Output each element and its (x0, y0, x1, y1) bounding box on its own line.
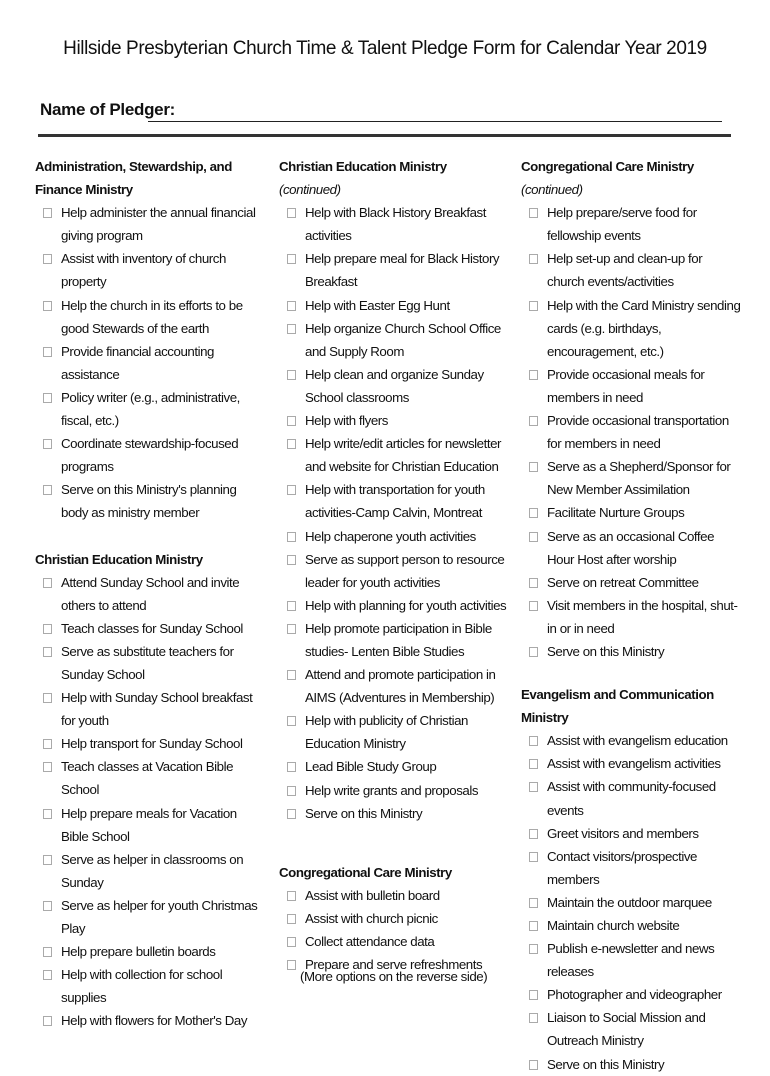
checkbox[interactable] (43, 855, 52, 865)
checkbox[interactable] (529, 921, 538, 931)
ministry-section (521, 155, 741, 663)
option-label: Publish e-newsletter and news releases (547, 941, 715, 980)
checkbox[interactable] (287, 670, 296, 680)
option-label: Help chaperone youth activities (305, 528, 476, 544)
option-label: Provide financial accounting assistance (61, 343, 214, 382)
checkbox[interactable] (529, 736, 538, 746)
section-title-text: Congregational Care Ministry (279, 864, 452, 880)
option-label: Provide occasional transportation for members in need (547, 413, 729, 452)
checkbox[interactable] (529, 254, 538, 264)
pledge-option[interactable] (35, 640, 260, 686)
pledge-option[interactable] (279, 663, 509, 709)
pledge-option[interactable] (521, 891, 741, 914)
option-label: Serve as an occasional Coffee Hour Host after worship (547, 528, 715, 567)
pledge-option[interactable] (35, 294, 260, 340)
checkbox[interactable] (529, 944, 538, 954)
column-3 (521, 155, 741, 1076)
pledge-option[interactable] (35, 571, 260, 617)
option-label: Attend and promote participation in AIMS (Adventures in Membership) (305, 667, 496, 706)
checkbox[interactable] (43, 1016, 52, 1026)
pledge-option[interactable] (279, 317, 509, 363)
checkbox[interactable] (287, 439, 296, 449)
checkbox[interactable] (529, 601, 538, 611)
pledge-option[interactable] (279, 247, 509, 293)
option-label: Help with planning for youth activities (305, 597, 507, 613)
pledge-option[interactable] (35, 686, 260, 732)
pledge-option[interactable] (35, 894, 260, 940)
checkbox[interactable] (287, 301, 296, 311)
checkbox[interactable] (43, 208, 52, 218)
ministry-section (35, 155, 260, 525)
option-label: Assist with church picnic (305, 910, 438, 926)
column-2 (279, 155, 509, 976)
section-title (279, 155, 509, 201)
checkbox[interactable] (287, 485, 296, 495)
option-label: Help with Sunday School breakfast for youth (61, 690, 253, 729)
option-label: Help prepare bulletin boards (61, 944, 216, 960)
checkbox[interactable] (287, 786, 296, 796)
checkbox[interactable] (287, 254, 296, 264)
pledge-option[interactable] (35, 617, 260, 640)
option-label: Help with Easter Egg Hunt (305, 297, 450, 313)
checkbox[interactable] (529, 852, 538, 862)
pledge-option[interactable] (521, 363, 741, 409)
option-label: Help write grants and proposals (305, 782, 479, 798)
checkbox[interactable] (287, 324, 296, 334)
pledge-option[interactable] (35, 848, 260, 894)
checkbox[interactable] (287, 891, 296, 901)
option-label: Liaison to Social Mission and Outreach Ministry (547, 1010, 706, 1049)
pledge-option[interactable] (35, 478, 260, 524)
option-label: Provide occasional meals for members in need (547, 366, 705, 405)
pledge-option[interactable] (521, 409, 741, 455)
option-label: Help with flowers for Mother's Day (61, 1013, 248, 1029)
pledge-option[interactable] (279, 432, 509, 478)
pledge-option[interactable] (35, 940, 260, 963)
section-title-text: Christian Education Ministry (279, 159, 447, 174)
checkbox[interactable] (287, 809, 296, 819)
pledge-option[interactable] (521, 1006, 741, 1052)
checkbox[interactable] (529, 208, 538, 218)
option-label: Serve on this Ministry (547, 1056, 665, 1072)
checkbox[interactable] (287, 960, 296, 970)
option-label: Help promote participation in Bible studies- Lenten Bible Studies (305, 620, 492, 659)
section-title (279, 861, 509, 884)
option-label: Assist with evangelism activities (547, 756, 721, 772)
pledge-option[interactable] (521, 247, 741, 293)
pledge-option[interactable] (35, 963, 260, 1009)
checkbox[interactable] (529, 301, 538, 311)
option-label: Serve as support person to resource leader for youth activities (305, 551, 505, 590)
option-label: Help administer the annual financial giving program (61, 205, 256, 244)
pledge-option[interactable] (521, 1053, 741, 1076)
section-title (35, 155, 260, 201)
pledge-option[interactable] (279, 709, 509, 755)
option-label: Help set-up and clean-up for church events/activities (547, 251, 703, 290)
checkbox[interactable] (529, 1060, 538, 1070)
option-label: Assist with evangelism education (547, 733, 728, 749)
checkbox[interactable] (287, 624, 296, 634)
checkbox[interactable] (43, 347, 52, 357)
option-label: Photographer and videographer (547, 987, 722, 1003)
pledge-option[interactable] (279, 779, 509, 802)
section-title-text: Christian Education Ministry (35, 551, 203, 567)
option-label: Help clean and organize Sunday School classrooms (305, 366, 484, 405)
option-label: Help the church in its efforts to be good Stewards of the earth (61, 297, 243, 336)
section-title (521, 155, 741, 201)
pledge-option[interactable] (521, 822, 741, 845)
pledge-option[interactable] (279, 755, 509, 778)
option-label: Help with transportation for youth activities-Camp Calvin, Montreat (305, 482, 485, 521)
pledge-option[interactable] (279, 548, 509, 594)
pledge-option[interactable] (521, 729, 741, 752)
pledge-option[interactable] (279, 802, 509, 825)
checkbox[interactable] (529, 578, 538, 588)
checkbox[interactable] (43, 693, 52, 703)
option-label: Help prepare/serve food for fellowship events (547, 205, 697, 244)
pledge-option[interactable] (35, 1009, 260, 1032)
pledge-option[interactable] (521, 525, 741, 571)
option-label: Help prepare meal for Black History Breakfast (305, 251, 500, 290)
pledge-option[interactable] (279, 525, 509, 548)
checkbox[interactable] (529, 532, 538, 542)
ministry-section (279, 155, 509, 825)
pledge-option[interactable] (35, 732, 260, 755)
option-label: Serve on retreat Committee (547, 574, 699, 590)
option-label: Assist with community-focused events (547, 779, 716, 818)
option-list (35, 201, 260, 524)
pledge-option[interactable] (279, 617, 509, 663)
pledge-option[interactable] (279, 478, 509, 524)
pledge-option[interactable] (521, 201, 741, 247)
checkbox[interactable] (287, 937, 296, 947)
pledge-option[interactable] (35, 247, 260, 293)
option-list (279, 201, 509, 825)
option-label: Serve on this Ministry's planning body as ministry member (61, 482, 237, 521)
pledge-option[interactable] (521, 594, 741, 640)
pledge-option[interactable] (521, 775, 741, 821)
checkbox[interactable] (529, 990, 538, 1000)
checkbox[interactable] (529, 462, 538, 472)
checkbox[interactable] (287, 762, 296, 772)
pledge-option[interactable] (35, 386, 260, 432)
checkbox[interactable] (43, 578, 52, 588)
option-label: Collect attendance data (305, 934, 435, 949)
checkbox[interactable] (529, 508, 538, 518)
pledge-option[interactable] (35, 755, 260, 801)
option-label: Maintain church website (547, 918, 680, 933)
pledge-option[interactable] (521, 640, 741, 663)
option-label: Teach classes at Vacation Bible School (61, 759, 234, 798)
checkbox[interactable] (43, 439, 52, 449)
column-1 (35, 155, 260, 1032)
checkbox[interactable] (287, 716, 296, 726)
option-label: Contact visitors/prospective members (547, 848, 697, 887)
checkbox[interactable] (287, 370, 296, 380)
pledger-label: Name of Pledger: (40, 100, 176, 119)
pledge-option[interactable] (279, 201, 509, 247)
option-label: Maintain the outdoor marquee (547, 894, 712, 910)
option-label: Help with publicity of Christian Education Ministry (305, 713, 468, 752)
pledge-option[interactable] (35, 802, 260, 848)
section-title-text: Congregational Care Ministry (521, 159, 694, 174)
option-label: Help prepare meals for Vacation Bible School (61, 805, 237, 844)
pledge-option[interactable] (279, 409, 509, 432)
option-label: Serve on this Ministry (547, 643, 665, 659)
pledge-option[interactable] (279, 294, 509, 317)
option-list (279, 884, 509, 976)
option-label: Coordinate stewardship-focused programs (61, 436, 239, 475)
option-label: Teach classes for Sunday School (61, 620, 243, 636)
section-title (35, 548, 260, 571)
option-list (35, 571, 260, 1033)
option-label: Facilitate Nurture Groups (547, 505, 685, 521)
checkbox[interactable] (529, 370, 538, 380)
checkbox[interactable] (287, 555, 296, 565)
header-divider (38, 134, 731, 137)
pledge-option[interactable] (521, 294, 741, 363)
pledge-option[interactable] (279, 930, 509, 953)
checkbox[interactable] (43, 809, 52, 819)
checkbox[interactable] (43, 647, 52, 657)
option-label: Help with collection for school supplies (61, 967, 223, 1006)
pledge-option[interactable] (35, 340, 260, 386)
ministry-section (521, 683, 741, 1076)
checkbox[interactable] (529, 759, 538, 769)
checkbox[interactable] (43, 947, 52, 957)
option-label: Serve as helper in classrooms on Sunday (61, 851, 244, 890)
checkbox[interactable] (287, 416, 296, 426)
checkbox[interactable] (287, 208, 296, 218)
option-label: Help organize Church School Office and Supply Room (305, 320, 501, 359)
option-label: Attend Sunday School and invite others to attend (61, 574, 240, 613)
pledge-option[interactable] (279, 594, 509, 617)
pledge-option[interactable] (35, 432, 260, 478)
section-title-suffix: (continued) (279, 182, 341, 198)
option-label: Help transport for Sunday School (61, 736, 243, 752)
checkbox[interactable] (529, 898, 538, 908)
checkbox[interactable] (287, 914, 296, 924)
checkbox[interactable] (43, 762, 52, 772)
pledge-option[interactable] (279, 907, 509, 930)
pledge-option[interactable] (521, 501, 741, 524)
ministry-section (279, 861, 509, 976)
pledge-option[interactable] (521, 455, 741, 501)
checkbox[interactable] (529, 782, 538, 792)
checkbox[interactable] (43, 485, 52, 495)
option-label: Serve on this Ministry (305, 805, 423, 821)
option-label: Help write/edit articles for newsletter and website for Christian Education (305, 436, 502, 475)
option-label: Serve as substitute teachers for Sunday School (61, 643, 234, 682)
section-title-suffix: (continued) (521, 182, 583, 198)
checkbox[interactable] (43, 739, 52, 749)
option-label: Assist with bulletin board (305, 887, 440, 903)
checkbox[interactable] (529, 1013, 538, 1023)
section-title-text: Evangelism and Communication Ministry (521, 687, 714, 726)
pledge-option[interactable] (521, 845, 741, 891)
option-label: Greet visitors and members (547, 825, 699, 841)
pledger-name-field[interactable] (148, 121, 722, 122)
checkbox[interactable] (43, 254, 52, 264)
option-label: Visit members in the hospital, shut-in or in need (547, 597, 738, 636)
checkbox[interactable] (43, 624, 52, 634)
option-label: Assist with inventory of church property (61, 251, 226, 290)
pledge-option[interactable] (279, 363, 509, 409)
option-label: Policy writer (e.g., administrative, fiscal, etc.) (61, 389, 240, 429)
checkbox[interactable] (529, 647, 538, 657)
checkbox[interactable] (43, 301, 52, 311)
checkbox[interactable] (287, 532, 296, 542)
pledge-option[interactable] (521, 937, 741, 983)
pledge-option[interactable] (35, 201, 260, 247)
section-title-text: Administration, Stewardship, and Finance Ministry (35, 159, 232, 198)
checkbox[interactable] (43, 970, 52, 980)
checkbox[interactable] (529, 829, 538, 839)
option-label: Serve as helper for youth Christmas Play (61, 897, 258, 936)
pledge-option[interactable] (521, 983, 741, 1006)
ministry-section (35, 548, 260, 1033)
option-label: Prepare and serve refreshments (305, 957, 483, 973)
pledge-option[interactable] (521, 571, 741, 594)
pledge-option[interactable] (521, 752, 741, 775)
pledge-option[interactable] (279, 884, 509, 907)
option-list (521, 201, 741, 663)
option-label: Help with flyers (305, 413, 388, 429)
option-label: Serve as a Shepherd/Sponsor for New Member Assimilation (547, 459, 731, 498)
checkbox[interactable] (43, 393, 52, 403)
form-title: Hillside Presbyterian Church Time & Talent Pledge Form for Calendar Year 2019 (63, 38, 707, 59)
checkbox[interactable] (43, 901, 52, 911)
option-label: Lead Bible Study Group (305, 759, 437, 775)
option-label: Help with the Card Ministry sending cards (e.g. birthdays, encouragement, etc.) (547, 297, 741, 359)
checkbox[interactable] (529, 416, 538, 426)
reverse-side-note: (More options on the reverse side) (300, 969, 488, 984)
checkbox[interactable] (287, 601, 296, 611)
section-title (521, 683, 741, 729)
option-label: Help with Black History Breakfast activities (305, 205, 486, 244)
pledge-option[interactable] (521, 914, 741, 937)
